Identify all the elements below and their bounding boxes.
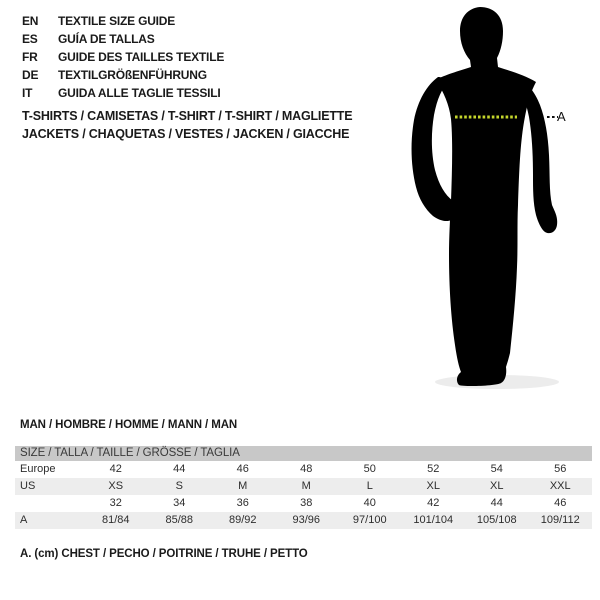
measure-label-a: A (557, 109, 566, 124)
size-cell: 38 (300, 497, 313, 509)
section-title-man: MAN / HOMBRE / HOMME / MANN / MAN (20, 419, 238, 431)
language-row (22, 66, 224, 84)
size-cell: 42 (109, 463, 122, 475)
size-cell: M (238, 480, 248, 492)
category-tshirts: T-SHIRTS / CAMISETAS / T-SHIRT / T-SHIRT / MAGLIETTE (22, 109, 353, 123)
row-label: Europe (20, 463, 56, 475)
category-jackets: JACKETS / CHAQUETAS / VESTES / JACKEN / GIACCHE (22, 126, 350, 141)
size-cell: 54 (490, 463, 503, 475)
size-cell: XS (108, 480, 124, 492)
size-cell: 46 (236, 463, 249, 475)
language-code: FR (22, 50, 38, 64)
language-title: TEXTILE SIZE GUIDE (58, 14, 176, 28)
size-cell: 44 (490, 497, 503, 509)
size-cell: 34 (173, 497, 186, 509)
footnote-chest: A. (cm) CHEST / PECHO / POITRINE / TRUHE / PETTO (20, 548, 308, 560)
language-row (22, 48, 224, 66)
size-cell: 101/104 (413, 514, 454, 526)
size-cell: 85/88 (165, 514, 194, 526)
man-silhouette-body (436, 7, 536, 386)
size-cell: 56 (554, 463, 567, 475)
man-silhouette-svg (405, 5, 575, 390)
language-code: EN (22, 14, 39, 28)
language-row (22, 84, 224, 102)
size-cell: S (175, 480, 183, 492)
size-cell: 52 (427, 463, 440, 475)
size-cell: XXL (549, 480, 571, 492)
language-row (22, 12, 224, 30)
size-cell: 50 (363, 463, 376, 475)
size-cell: L (366, 480, 373, 492)
size-cell: 36 (236, 497, 249, 509)
language-row (22, 30, 224, 48)
man-figure (405, 5, 575, 390)
size-cell: 97/100 (352, 514, 387, 526)
size-cell: 81/84 (101, 514, 130, 526)
size-table-header: SIZE / TALLA / TAILLE / GRÖSSE / TAGLIA (15, 446, 592, 461)
size-cell: 89/92 (228, 514, 257, 526)
language-list (22, 12, 224, 102)
language-code: ES (22, 32, 38, 46)
size-cell: 48 (300, 463, 313, 475)
size-cell: XL (426, 480, 440, 492)
garment-categories (22, 108, 352, 143)
size-cell: 109/112 (540, 514, 580, 526)
language-title: GUÍA DE TALLAS (58, 32, 155, 46)
row-label: US (20, 480, 36, 492)
size-cell: XL (490, 480, 504, 492)
size-cell: 44 (173, 463, 186, 475)
table-row-chest-cm (15, 512, 592, 529)
language-title: TEXTILGRÖßENFÜHRUNG (58, 68, 207, 82)
table-row-us (15, 478, 592, 495)
size-cell: 93/96 (292, 514, 321, 526)
language-title: GUIDE DES TAILLES TEXTILE (58, 50, 225, 64)
row-label: A (20, 514, 28, 526)
language-code: IT (22, 86, 33, 100)
language-title: GUIDA ALLE TAGLIE TESSILI (58, 86, 221, 100)
size-cell: 42 (427, 497, 440, 509)
size-cell: 105/108 (476, 514, 517, 526)
size-cell: M (301, 480, 311, 492)
size-cell: 46 (554, 497, 567, 509)
language-code: DE (22, 68, 39, 82)
table-row-europe (15, 461, 592, 478)
size-cell: 32 (109, 497, 122, 509)
size-table (15, 446, 592, 529)
size-cell: 40 (363, 497, 376, 509)
table-row-numeric (15, 495, 592, 512)
